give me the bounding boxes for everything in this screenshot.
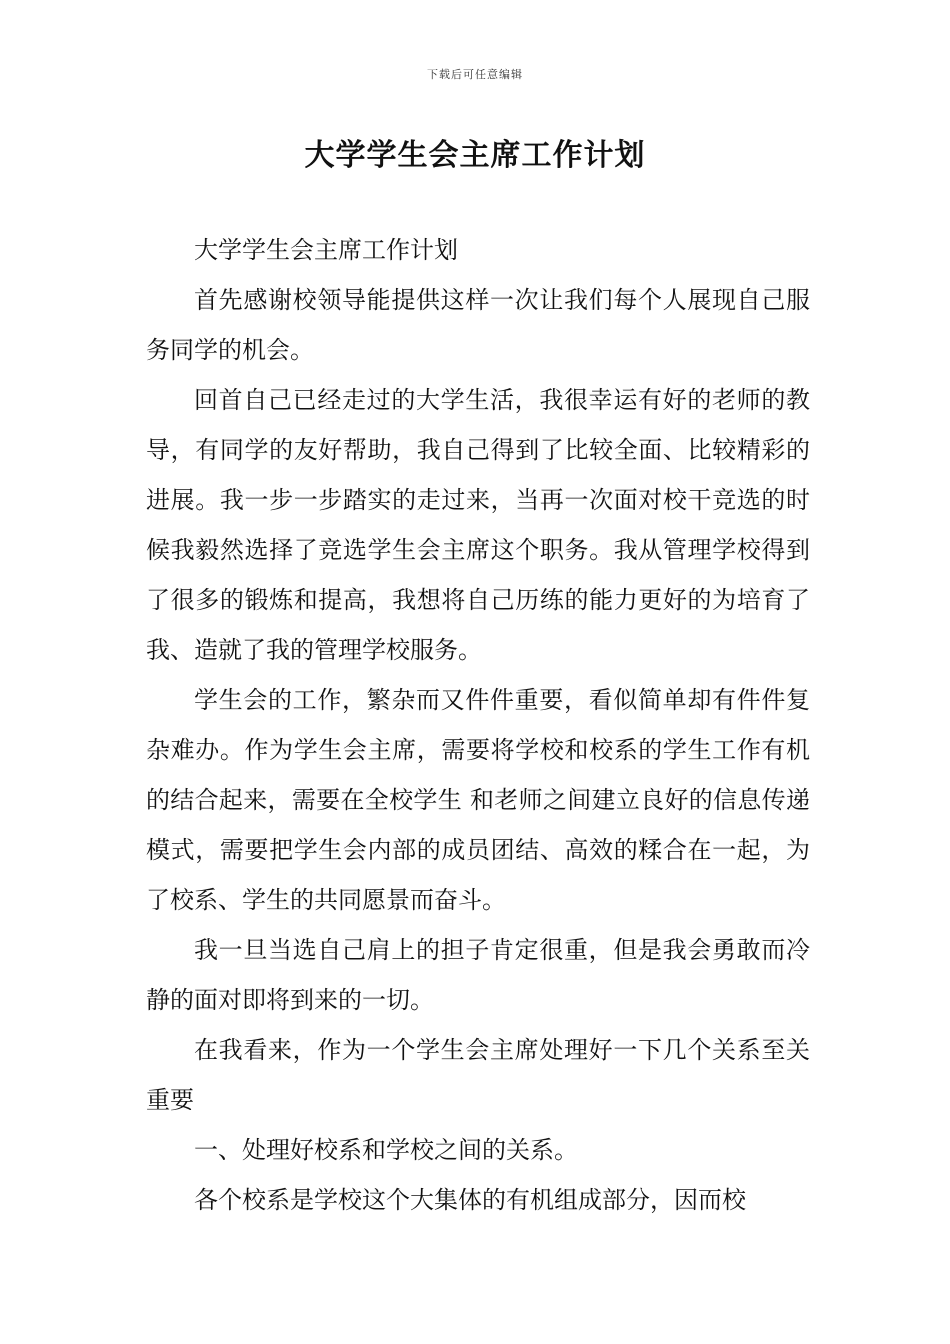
paragraph: 我一旦当选自己肩上的担子肯定很重，但是我会勇敢而冷静的面对即将到来的一切。 <box>146 936 810 1014</box>
paragraph: 在我看来，作为一个学生会主席处理好一下几个关系至关重要 <box>146 1036 810 1114</box>
paragraph: 各个校系是学校这个大集体的有机组成部分，因而校 <box>194 1186 746 1214</box>
document-title: 大学学生会主席工作计划 <box>304 138 646 173</box>
paragraph: 首先感谢校领导能提供这样一次让我们每个人展现自己服务同学的机会。 <box>146 286 810 364</box>
paragraph-heading: 一、处理好校系和学校之间的关系。 <box>194 1136 578 1164</box>
paragraph: 回首自己已经走过的大学生活，我很幸运有好的老师的教导，有同学的友好帮助，我自己得到了比较全面、比较精彩的进展。我一步一步踏实的走过来，当再一次面对校干竞选的时候我毅然选择了竞选学生会主席这个职务。我从管理学校得到了很多的锻炼和提高，我想将自己历练的能力更好的为培育了我、造就了我的管理学校服务。 <box>146 386 810 664</box>
paragraph-subtitle: 大学学生会主席工作计划 <box>194 236 458 264</box>
document-body <box>146 225 810 1225</box>
header-note: 下载后可任意编辑 <box>427 68 523 81</box>
paragraph: 学生会的工作，繁杂而又件件重要，看似简单却有件件复杂难办。作为学生会主席，需要将学校和校系的学生工作有机的结合起来，需要在全校学生 和老师之间建立良好的信息传递模式，需要把学生会内部的成员团结、高效的糅合在一起，为了校系、学生的共同愿景而奋斗。 <box>146 686 810 914</box>
